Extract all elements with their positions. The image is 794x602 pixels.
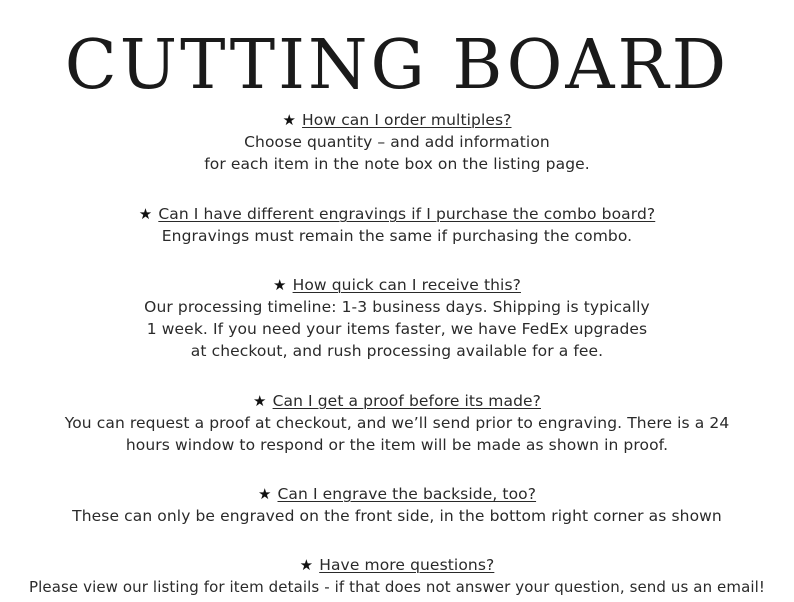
faq-answer-line: Please view our listing for item details - if that does not answer your question, send us an email!	[28, 578, 766, 596]
star-icon: ★	[257, 485, 272, 503]
star-icon: ★	[273, 276, 287, 294]
faq-question: How quick can I receive this?	[292, 276, 521, 294]
faq-question: Can I engrave the backside, too?	[277, 485, 537, 503]
faq-item	[0, 483, 794, 527]
faq-answer-line: Choose quantity – and add information	[244, 133, 550, 151]
star-icon: ★	[299, 556, 314, 574]
star-icon: ★	[253, 392, 267, 410]
faq-item	[0, 109, 794, 175]
faq-answer-line: 1 week. If you need your items faster, we have FedEx upgrades	[146, 320, 648, 338]
faq-item	[0, 274, 794, 362]
faq-question-line	[0, 203, 794, 225]
faq-question-line	[0, 554, 794, 576]
faq-question-line	[0, 274, 794, 296]
faq-answer-line: hours window to respond or the item will be made as shown in proof.	[125, 436, 669, 454]
faq-answer-line: Our processing timeline: 1-3 business days. Shipping is typically	[144, 298, 650, 316]
faq-answer-line: for each item in the note box on the listing page.	[204, 155, 590, 173]
faq-question-line	[0, 390, 794, 412]
faq-question-line	[0, 109, 794, 131]
faq-question-line	[0, 483, 794, 505]
faq-answer-line: at checkout, and rush processing available for a fee.	[190, 342, 604, 360]
faq-item	[0, 390, 794, 456]
star-icon: ★	[282, 111, 297, 129]
faq-question: Have more questions?	[319, 556, 495, 574]
faq-answer-line: Engravings must remain the same if purchasing the combo.	[161, 227, 633, 245]
faq-question: Can I get a proof before its made?	[272, 392, 541, 410]
faq-question: Can I have different engravings if I purchase the combo board?	[158, 205, 656, 223]
faq-question: How can I order multiples?	[302, 111, 512, 129]
star-icon: ★	[138, 205, 153, 223]
faq-item	[0, 554, 794, 598]
page-title: CUTTING BOARD	[64, 26, 730, 105]
faq-answer-line: You can request a proof at checkout, and we’ll send prior to engraving. There is a 24	[64, 414, 730, 432]
faq-answer-line: These can only be engraved on the front side, in the bottom right corner as shown	[72, 507, 722, 525]
faq-item	[0, 203, 794, 247]
